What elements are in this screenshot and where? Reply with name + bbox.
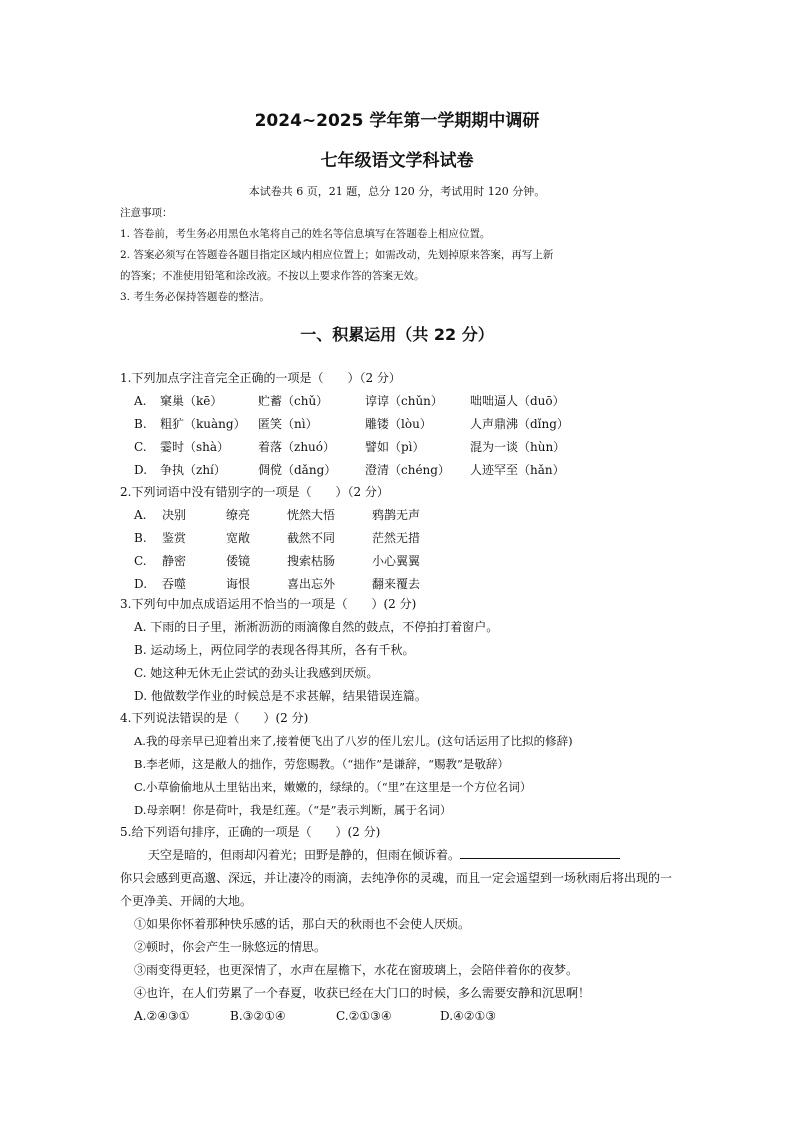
option-row	[120, 527, 690, 550]
option-row	[120, 436, 690, 459]
option-item: 搜索枯肠	[287, 554, 336, 568]
question-stem: 5.给下列语句排序，正确的一项是（ ）(2 分)	[120, 825, 381, 839]
option-item: 谆谆（chǔn）	[365, 394, 443, 408]
numbered-sentence: ①如果你怀着那种快乐感的话，那白天的秋雨也不会使人厌烦。	[134, 917, 471, 931]
option-item: 翻来覆去	[372, 577, 421, 591]
option-text: A.我的母亲早已迎着出来了,接着便飞出了八岁的侄儿宏儿。(这句话运用了比拟的修辞)	[134, 734, 573, 748]
option-letter: D.	[134, 577, 148, 591]
numbered-sentence: ③雨变得更轻，也更深情了，水声在屋檐下，水花在窗玻璃上，会陪伴着你的夜梦。	[134, 963, 579, 977]
option-item: 恍然大悟	[287, 508, 336, 522]
option-item: 吞噬	[162, 577, 187, 591]
choice: C.②①③④	[336, 1009, 392, 1023]
numbered-sentence: ②顿时，你会产生一脉悠远的情思。	[134, 940, 327, 954]
notes-block	[120, 203, 680, 308]
notes-heading: 注意事项：	[120, 207, 173, 219]
option-text: A. 下雨的日子里，淅淅沥沥的雨滴像自然的鼓点，不停拍打着窗户。	[134, 620, 499, 634]
option-row	[120, 504, 690, 527]
option-item: 缭亮	[226, 508, 251, 522]
question-stem: 4.下列说法错误的是（ ）(2 分)	[120, 711, 309, 725]
option-item: 粗犷（kuàng）	[160, 417, 246, 431]
option-item: 茫然无措	[372, 531, 421, 545]
passage-text: 你只会感到更高邈、深远，并让凄冷的雨滴，去纯净你的灵魂，而且一定会遥望到一场秋雨后将出现的一个更净美、开阔的大地。	[120, 871, 673, 908]
option-item: 小心翼翼	[372, 554, 421, 568]
option-item: 譬如（pì）	[365, 440, 425, 454]
option-letter: A.	[134, 394, 147, 408]
option-row	[120, 390, 690, 413]
option-item: 混为一谈（hùn）	[470, 440, 566, 454]
option-item: 喜出忘外	[287, 577, 336, 591]
option-item: 窠巢（kē）	[160, 394, 223, 408]
option-item: 人声鼎沸（dǐng）	[470, 417, 569, 431]
numbered-sentence: ④也许，在人们劳累了一个春夏，收获已经在大门口的时候，多么需要安静和沉思啊！	[134, 986, 591, 1000]
option-item: 倭镜	[226, 554, 251, 568]
option-item: 静密	[162, 554, 187, 568]
choice: D.④②①③	[440, 1009, 497, 1023]
question-1	[120, 367, 690, 482]
choice-row	[120, 1005, 690, 1028]
option-row	[120, 459, 690, 482]
option-letter: B.	[134, 417, 147, 431]
option-letter: C.	[134, 440, 147, 454]
option-letter: A.	[134, 508, 147, 522]
exam-info: 本试卷共 6 页，21 题，总分 120 分，考试用时 120 分钟。	[248, 185, 546, 198]
passage-line	[120, 844, 690, 867]
option-item: 霎时（shà）	[160, 440, 230, 454]
question-stem: 3.下列句中加点成语运用不恰当的一项是（ ）(2 分)	[120, 597, 417, 611]
option-item: 匿笑（nì）	[258, 417, 318, 431]
answer-blank	[460, 844, 620, 859]
option-text: B. 运动场上，两位同学的表现各得其所，各有千秋。	[134, 643, 415, 657]
notes-item: 3. 考生务必保持答题卷的整洁。	[120, 291, 270, 303]
option-item: 鸦鹊无声	[372, 508, 421, 522]
option-item: 贮蓄（chǔ）	[258, 394, 329, 408]
option-item: 鉴赏	[162, 531, 187, 545]
question-3	[120, 593, 690, 708]
option-text: C.小草偷偷地从土里钻出来，嫩嫩的，绿绿的。（“里”在这里是一个方位名词）	[134, 780, 532, 794]
notes-item: 2. 答案必须写在答题卷各题目指定区域内相应位置上；如需改动，先划掉原来答案，再写上新	[120, 249, 554, 261]
option-letter: B.	[134, 531, 147, 545]
option-row	[120, 550, 690, 573]
section-title: 一、积累运用（共 22 分）	[300, 325, 494, 344]
option-item: 倜傥（dǎng）	[258, 463, 337, 477]
question-stem: 2.下列词语中没有错别字的一项是（ ）（2 分）	[120, 485, 389, 499]
option-text: D.母亲啊！你是荷叶，我是红莲。（“是”表示判断，属于名词）	[134, 803, 452, 817]
exam-subtitle: 七年级语文学科试卷	[320, 151, 474, 171]
question-4	[120, 707, 690, 822]
option-item: 澄清（chéng）	[365, 463, 450, 477]
option-letter: C.	[134, 554, 147, 568]
passage-text: 天空是暗的，但雨却闪着光；田野是静的，但雨在倾诉着。	[148, 848, 461, 862]
option-item: 截然不同	[287, 531, 336, 545]
option-item: 决别	[162, 508, 187, 522]
option-row	[120, 413, 690, 436]
option-text: C. 她这种无休无止尝试的劲头让我感到厌烦。	[134, 666, 379, 680]
question-2	[120, 481, 690, 596]
option-item: 咄咄逼人（duō）	[470, 394, 565, 408]
option-item: 诲恨	[226, 577, 251, 591]
choice: A.②④③①	[134, 1009, 190, 1023]
option-letter: D.	[134, 463, 148, 477]
option-item: 雕镂（lòu）	[365, 417, 432, 431]
question-stem: 1.下列加点字注音完全正确的一项是（ ）（2 分）	[120, 371, 401, 385]
question-5	[120, 821, 690, 1028]
notes-item: 的答案；不准使用铅笔和涂改液。不按以上要求作答的答案无效。	[120, 270, 425, 282]
option-item: 着落（zhuó）	[258, 440, 336, 454]
option-text: B.李老师，这是敝人的拙作，劳您赐教。（“拙作”是谦辞，“赐教”是敬辞）	[134, 757, 509, 771]
option-item: 争执（zhí）	[160, 463, 226, 477]
notes-item: 1. 答卷前，考生务必用黑色水笔将自己的姓名等信息填写在答题卷上相应位置。	[120, 228, 491, 240]
option-text: D. 他做数学作业的时候总是不求甚解，结果错误连篇。	[134, 689, 427, 703]
option-item: 宽敞	[226, 531, 251, 545]
exam-title: 2024~2025 学年第一学期期中调研	[254, 111, 540, 131]
option-item: 人迹罕至（hǎn）	[470, 463, 565, 477]
choice: B.③②①④	[230, 1009, 286, 1023]
